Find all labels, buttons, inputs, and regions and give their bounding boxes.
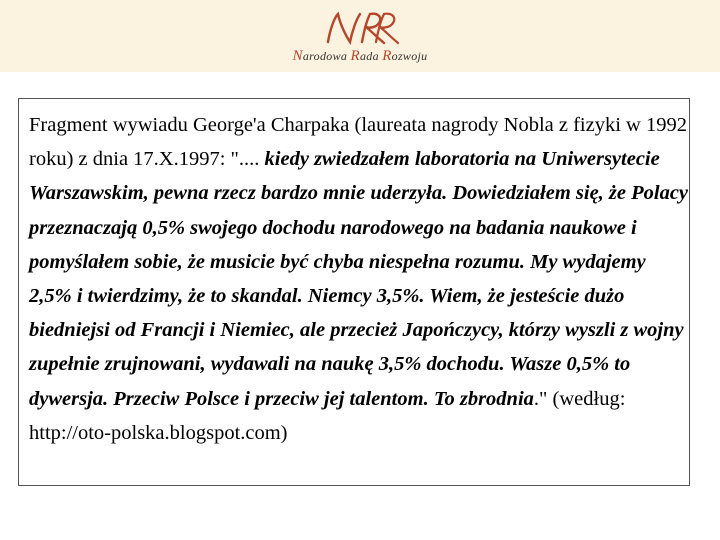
name-initial-1: N	[292, 48, 303, 64]
name-rest-2: ada	[359, 49, 379, 63]
quote-source: ." (według: http://oto-polska.blogspot.com)	[29, 387, 626, 444]
quote-intro: Fragment wywiadu George'a Charpaka (laureata nagrody Nobla z fizyki w 1992 roku) z dnia 17.X.1997: "....	[29, 114, 687, 171]
quote-text	[29, 108, 689, 450]
name-initial-2: R	[350, 48, 360, 64]
organization-name	[250, 48, 470, 65]
header-band	[0, 0, 720, 72]
nrr-logo-monogram	[318, 6, 408, 50]
quote-box	[18, 98, 690, 486]
name-initial-3: R	[382, 48, 392, 64]
name-rest-1: arodowa	[302, 49, 348, 63]
quote-body: kiedy zwiedzałem laboratoria na Uniwersytecie Warszawskim, pewna rzecz bardzo mnie uderzyła. Dowiedziałem się, że Polacy przeznaczają 0,5% swojego dochodu narodowego na badania naukowe i pomyślałem sobie, że musicie być chyba niespełna rozumu. My wydajemy 2,5% i twierdzimy, że to skandal. Niemcy 3,5%. Wiem, że jesteście dużo biedniejsi od Francji i Niemiec, ale przecież Japończycy, którzy wyszli z wojny zupełnie zrujnowani, wydawali na naukę 3,5% dochodu. Wasze 0,5% to dywersja. Przeciw Polsce i przeciw jej talentom. To zbrodnia	[29, 148, 689, 410]
name-rest-3: ozwoju	[391, 49, 428, 63]
